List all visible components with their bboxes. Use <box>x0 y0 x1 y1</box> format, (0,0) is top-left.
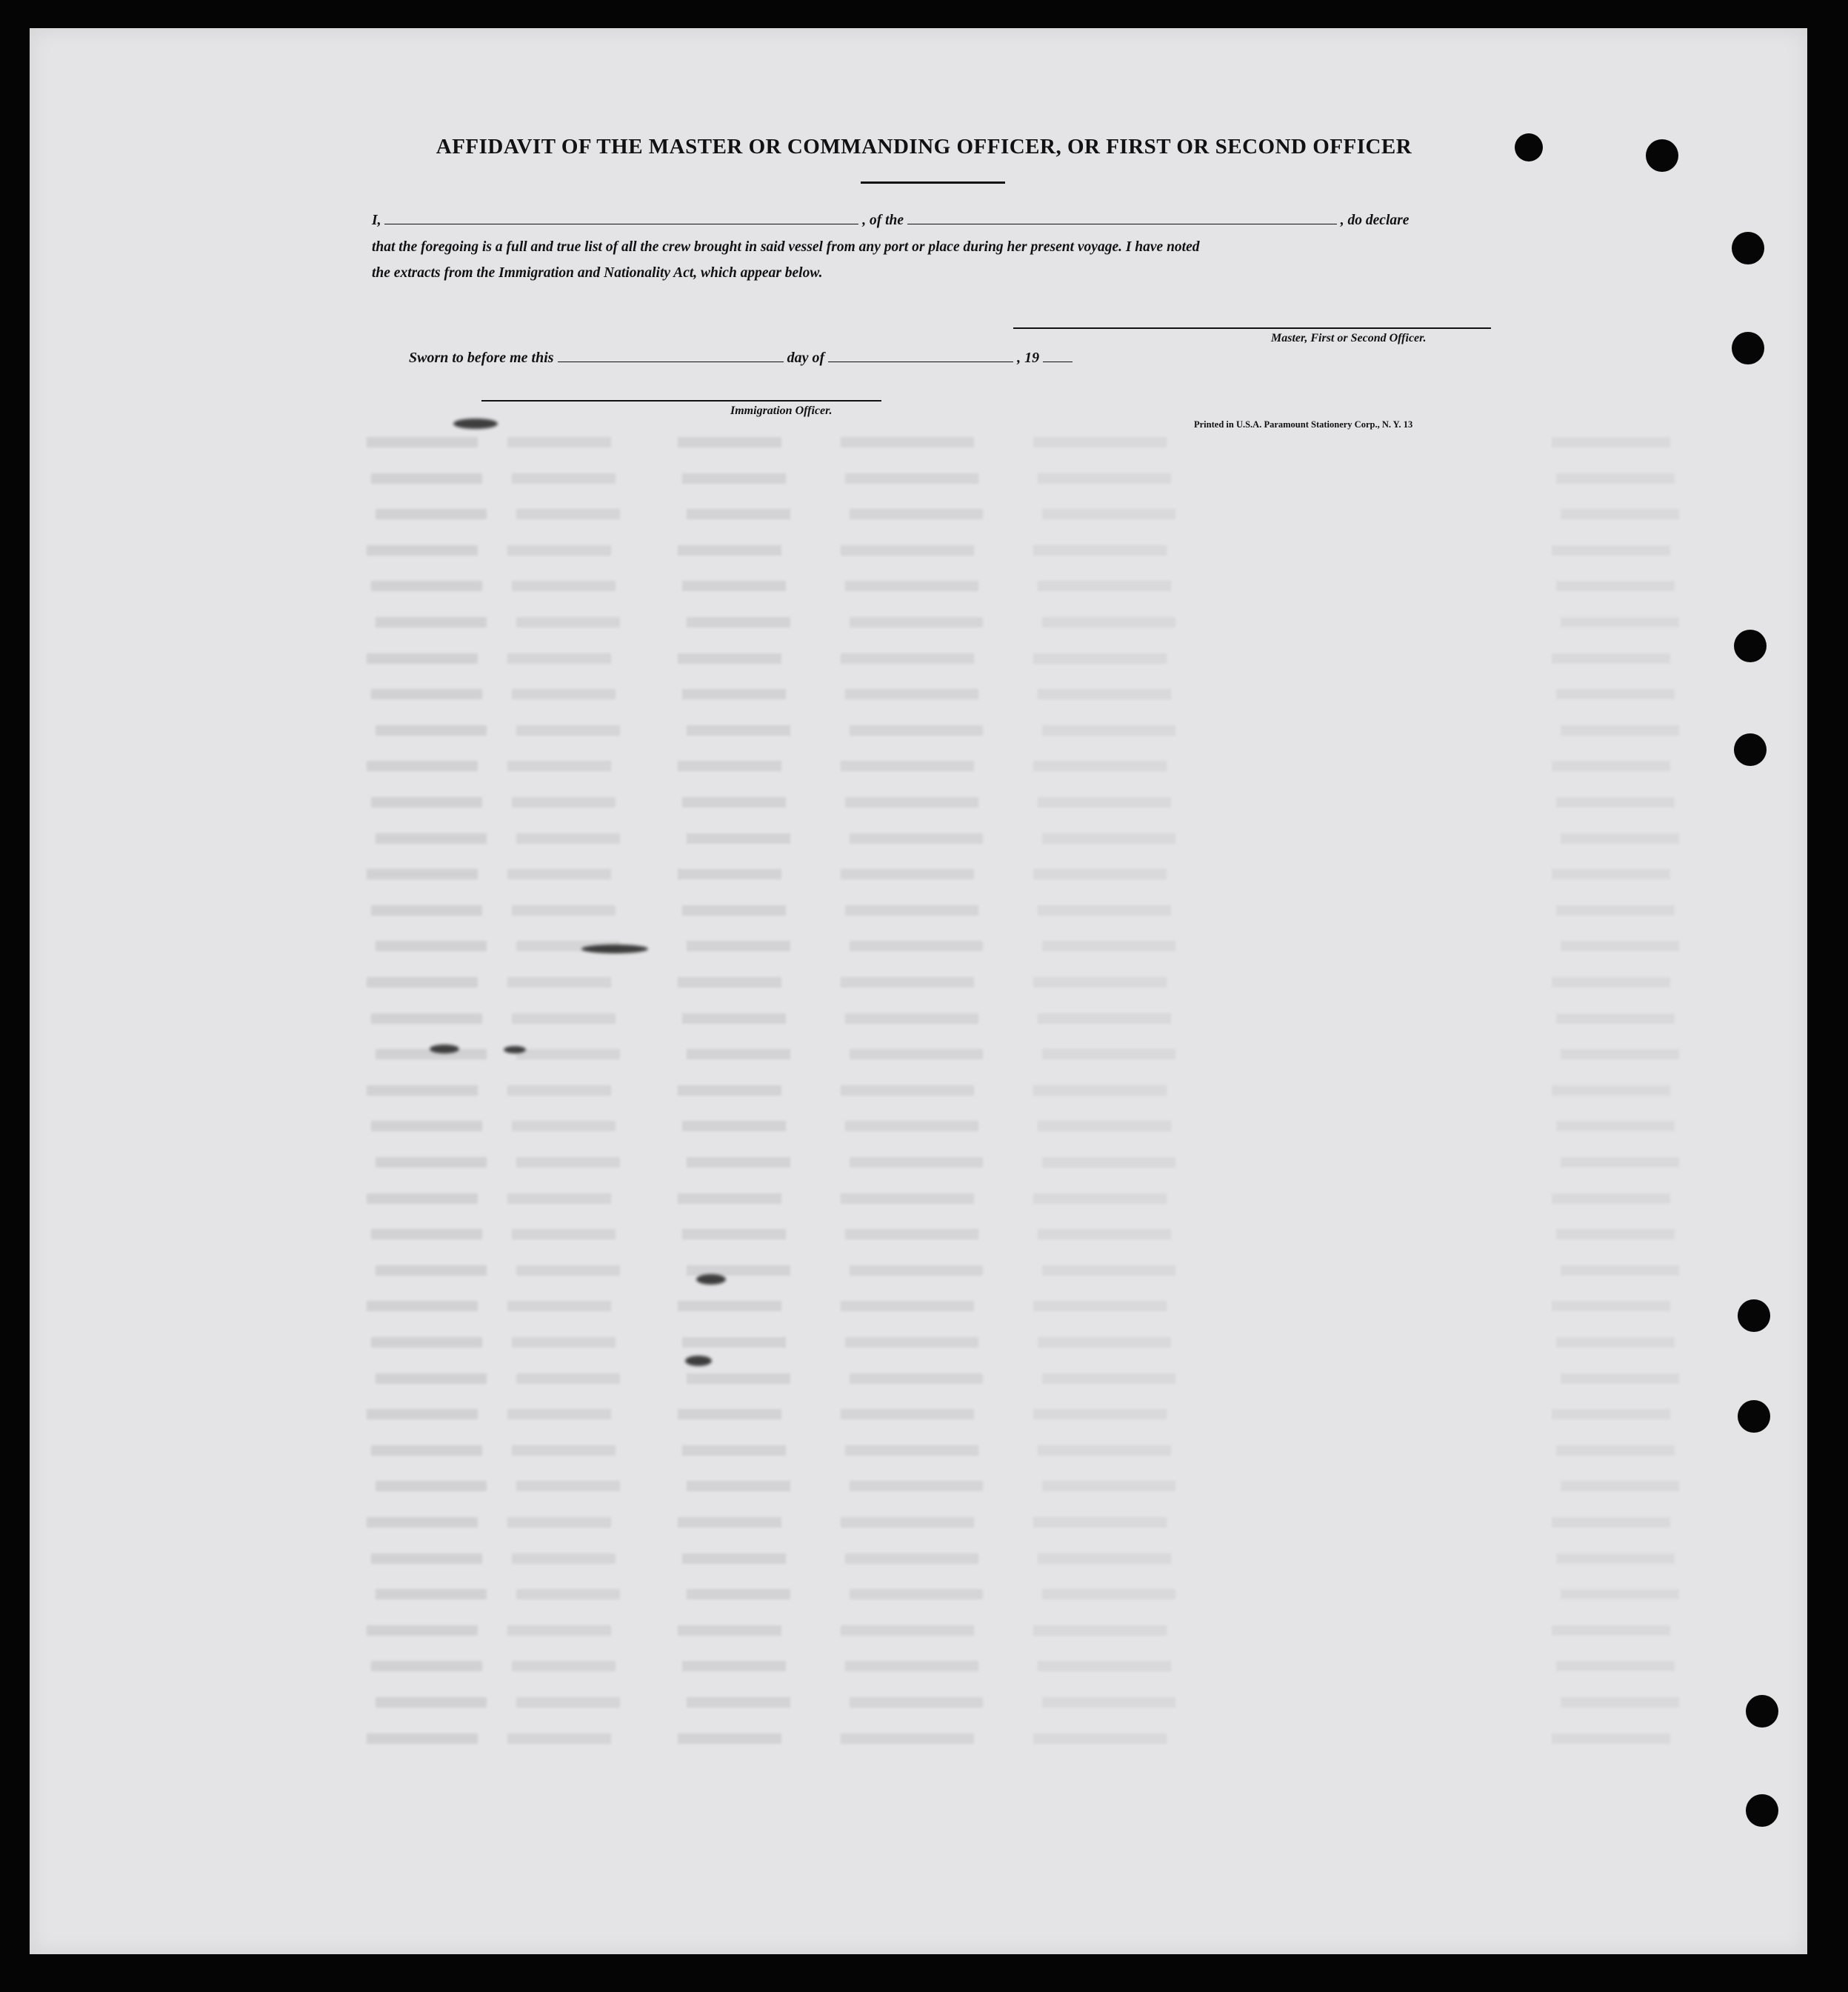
affidavit-title: AFFIDAVIT OF THE MASTER OR COMMANDING OFFICER, OR FIRST OR SECOND OFFICER <box>436 135 1412 159</box>
sworn-day-blank[interactable] <box>558 348 784 362</box>
punch-hole <box>1738 1299 1770 1332</box>
declaration-do-declare: , do declare <box>1340 213 1410 228</box>
bleed-through-row <box>376 1589 1820 1599</box>
bleed-through-row <box>371 1445 1815 1456</box>
bleed-through-row <box>376 617 1820 627</box>
bleed-through-row <box>367 977 1811 987</box>
declaration-of-the: , of the <box>862 213 904 228</box>
sworn-prefix: Sworn to before me this <box>409 350 554 366</box>
ink-smudge <box>430 1045 459 1053</box>
bleed-through-row <box>367 653 1811 664</box>
bleed-through-row <box>367 869 1811 879</box>
bleed-through-row <box>367 1625 1811 1636</box>
sworn-day-of: day of <box>787 350 825 366</box>
punch-hole <box>1746 1794 1778 1827</box>
bleed-through-row <box>371 689 1815 699</box>
bleed-through-row <box>376 1157 1820 1167</box>
bleed-through-row <box>367 545 1811 556</box>
ink-smudge <box>581 945 648 953</box>
declaration-line-3: the extracts from the Immigration and Nationality Act, which appear below. <box>372 265 823 281</box>
bleed-through-row <box>367 1193 1811 1204</box>
bleed-through-row <box>367 1301 1811 1311</box>
declaration-line-1 <box>372 210 1490 229</box>
bleed-through-row <box>367 1409 1811 1419</box>
bleed-through-row <box>376 1373 1820 1384</box>
punch-hole <box>1738 1400 1770 1433</box>
bleed-through-row <box>367 761 1811 771</box>
punch-hole <box>1732 232 1764 264</box>
sworn-year-blank[interactable] <box>1043 348 1073 362</box>
bleed-through-row <box>371 1661 1815 1671</box>
punch-hole <box>1746 1695 1778 1728</box>
bleed-through-row <box>371 1013 1815 1024</box>
punch-hole <box>1515 133 1543 161</box>
bleed-through-row <box>376 833 1820 844</box>
title-rule <box>861 181 1005 184</box>
bleed-through-row <box>367 1085 1811 1096</box>
bleed-through-row <box>376 1481 1820 1491</box>
bleed-through-row <box>371 905 1815 916</box>
sworn-year: , 19 <box>1017 350 1040 366</box>
sworn-line <box>409 348 1073 367</box>
bleed-through-row <box>376 509 1820 519</box>
ink-smudge <box>453 419 498 429</box>
bleed-through-row <box>371 1553 1815 1564</box>
immigration-officer-label: Immigration Officer. <box>730 404 833 417</box>
printer-imprint: Printed in U.S.A. Paramount Stationery Corp., N. Y. 13 <box>1194 419 1413 430</box>
signature-label: Master, First or Second Officer. <box>1271 332 1427 344</box>
bleed-through-row <box>371 581 1815 591</box>
bleed-through-row <box>371 1121 1815 1131</box>
signature-line[interactable] <box>1013 327 1491 329</box>
bleed-through-row <box>367 437 1811 447</box>
punch-hole <box>1732 332 1764 364</box>
ink-smudge <box>696 1274 726 1285</box>
immigration-officer-line[interactable] <box>481 400 881 402</box>
bleed-through-row <box>371 1337 1815 1348</box>
bleed-through-row <box>371 797 1815 807</box>
bleed-through-row <box>371 1229 1815 1239</box>
bleed-through-row <box>376 1697 1820 1708</box>
bleed-through-row <box>376 725 1820 736</box>
ink-smudge <box>504 1046 526 1053</box>
sworn-month-blank[interactable] <box>828 348 1013 362</box>
vessel-name-blank[interactable] <box>907 210 1337 224</box>
bleed-through-row <box>376 1049 1820 1059</box>
bleed-through-row <box>367 1517 1811 1528</box>
punch-hole <box>1646 139 1678 172</box>
bleed-through-row <box>371 473 1815 484</box>
punch-hole <box>1734 630 1767 662</box>
declaration-line-2: that the foregoing is a full and true list of all the crew brought in said vessel from any port or place during her present voyage. I have noted <box>372 239 1200 255</box>
punch-hole <box>1734 733 1767 766</box>
bleed-through-row <box>376 1265 1820 1276</box>
ink-smudge <box>685 1356 712 1366</box>
declaration-i: I, <box>372 213 381 228</box>
officer-name-blank[interactable] <box>384 210 858 224</box>
bleed-through-row <box>367 1733 1811 1744</box>
